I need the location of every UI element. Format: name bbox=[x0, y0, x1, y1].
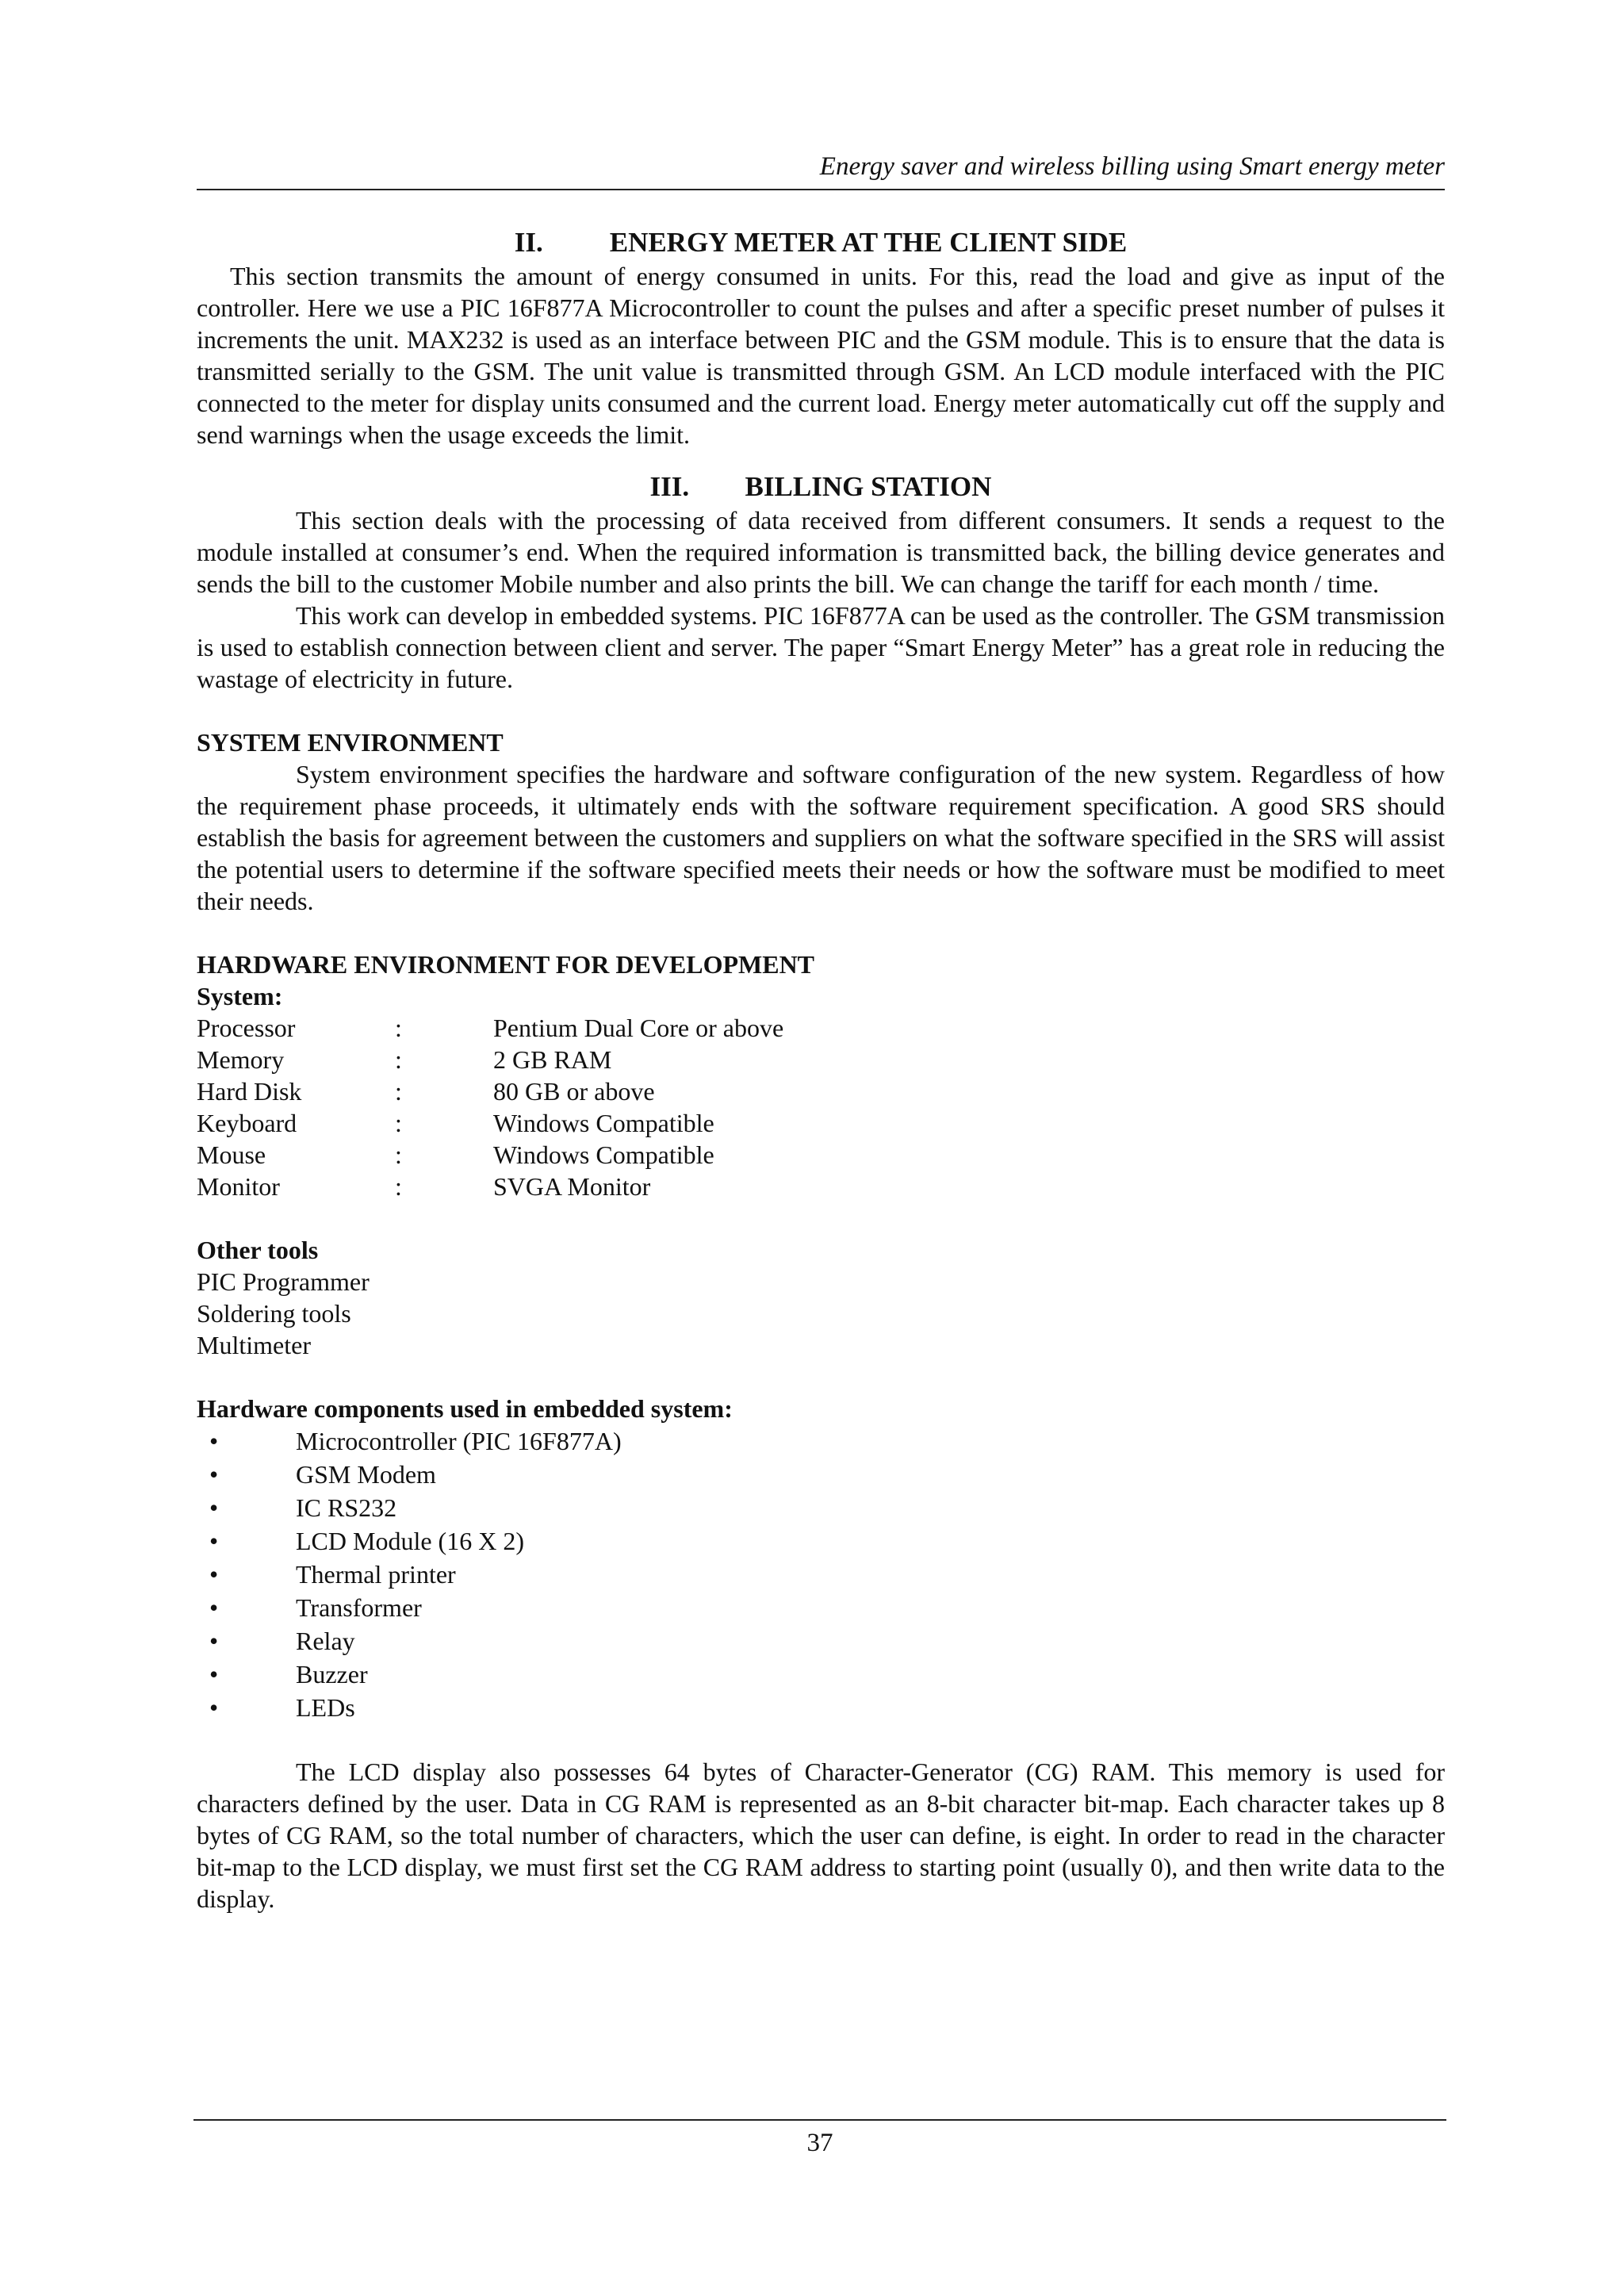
components-list bbox=[197, 1424, 1445, 1724]
page-number: 37 bbox=[806, 2129, 833, 2157]
bullet-icon: • bbox=[209, 1693, 219, 1722]
section-title: ENERGY METER AT THE CLIENT SIDE bbox=[609, 227, 1128, 258]
section-number: III. bbox=[649, 471, 690, 502]
section-title: BILLING STATION bbox=[745, 471, 992, 502]
spec-colon: : bbox=[395, 1109, 402, 1137]
tool-item: Multimeter bbox=[197, 1331, 311, 1359]
list-item-text: Buzzer bbox=[296, 1660, 368, 1688]
spec-label: Processor bbox=[197, 1014, 296, 1042]
bullet-icon: • bbox=[209, 1427, 219, 1455]
list-item bbox=[197, 1691, 1445, 1724]
spec-colon: : bbox=[395, 1140, 402, 1169]
list-item-text: Microcontroller (PIC 16F877A) bbox=[296, 1427, 622, 1455]
bullet-icon: • bbox=[209, 1493, 219, 1522]
hardware-environment-heading: HARDWARE ENVIRONMENT FOR DEVELOPMENT bbox=[197, 950, 815, 979]
list-item-text: GSM Modem bbox=[296, 1460, 436, 1489]
paragraph-system-environment: System environment specifies the hardware and software configuration of the new system. Regardless of how the requirement phase proceeds, it ultimately ends with the software requirement specification. A good SRS should establish the basis for agreement between the customers and suppliers on what the software specified in the SRS will assist the potential users to determine if the software specified meets their needs or how the software must be modified to meet their needs. bbox=[197, 760, 1445, 915]
spec-label: Mouse bbox=[197, 1140, 266, 1169]
list-item bbox=[197, 1524, 1445, 1558]
spec-label: Memory bbox=[197, 1045, 285, 1074]
paragraph-billing-1: This section deals with the processing of data received from different consumers. It sends a request to the module installed at consumer’s end. When the required information is transmitted back, the billing device generates and sends the bill to the customer Mobile number and also prints the bill. We can change the tariff for each month / time. bbox=[197, 506, 1445, 598]
spec-value: Windows Compatible bbox=[493, 1109, 714, 1137]
list-item bbox=[197, 1591, 1445, 1624]
spec-value: Pentium Dual Core or above bbox=[493, 1014, 784, 1042]
spec-row bbox=[197, 1044, 783, 1075]
list-item-text: Thermal printer bbox=[296, 1560, 456, 1589]
spec-label: Keyboard bbox=[197, 1109, 297, 1137]
section-heading-client-side bbox=[197, 225, 1445, 260]
spec-value: SVGA Monitor bbox=[493, 1172, 651, 1201]
paragraph-client-side: This section transmits the amount of energy consumed in units. For this, read the load and give as input of the controller. Here we use a PIC 16F877A Microcontroller to count the pulses and after a specific preset number of pulses it increments the unit. MAX232 is used as an interface between PIC and the GSM module. This is to ensure that the data is transmitted serially to the GSM. The unit value is transmitted through GSM. An LCD module interfaced with the PIC connected to the meter for display units consumed and the current load. Energy meter automatically cut off the supply and send warnings when the usage exceeds the limit. bbox=[197, 262, 1445, 449]
spec-label: Hard Disk bbox=[197, 1077, 302, 1106]
components-heading: Hardware components used in embedded system: bbox=[197, 1394, 733, 1423]
bullet-icon: • bbox=[209, 1560, 219, 1589]
spec-value: 80 GB or above bbox=[493, 1077, 655, 1106]
bullet-icon: • bbox=[209, 1460, 219, 1489]
tool-item: Soldering tools bbox=[197, 1299, 351, 1328]
paragraph-lcd: The LCD display also possesses 64 bytes of Character-Generator (CG) RAM. This memory is used for characters defined by the user. Data in CG RAM is represented as an 8-bit character bit-map. Each character takes up 8 bytes of CG RAM, so the total number of characters, which the user can define, is eight. In order to read in the character bit-map to the LCD display, we must first set the CG RAM address to starting point (usually 0), and then write data to the display. bbox=[197, 1757, 1445, 1913]
spec-row bbox=[197, 1171, 783, 1202]
spec-label: Monitor bbox=[197, 1172, 280, 1201]
list-item-text: Transformer bbox=[296, 1593, 422, 1622]
spec-row bbox=[197, 1139, 783, 1171]
spec-colon: : bbox=[395, 1014, 402, 1042]
list-item bbox=[197, 1424, 1445, 1458]
list-item bbox=[197, 1458, 1445, 1491]
list-item bbox=[197, 1491, 1445, 1524]
system-label: System: bbox=[197, 982, 283, 1010]
spec-colon: : bbox=[395, 1172, 402, 1201]
list-item-text: LEDs bbox=[296, 1693, 355, 1722]
section-heading-billing-station bbox=[197, 470, 1445, 504]
list-item-text: LCD Module (16 X 2) bbox=[296, 1527, 524, 1555]
spec-colon: : bbox=[395, 1077, 402, 1106]
bullet-icon: • bbox=[209, 1660, 219, 1688]
list-item-text: Relay bbox=[296, 1627, 355, 1655]
spec-value: Windows Compatible bbox=[493, 1140, 714, 1169]
tool-item: PIC Programmer bbox=[197, 1267, 370, 1296]
list-item bbox=[197, 1558, 1445, 1591]
spec-value: 2 GB RAM bbox=[493, 1045, 612, 1074]
spec-colon: : bbox=[395, 1045, 402, 1074]
spec-row bbox=[197, 1075, 783, 1107]
hardware-spec-table bbox=[197, 1012, 783, 1202]
paragraph-billing-2: This work can develop in embedded systems. PIC 16F877A can be used as the controller. The GSM transmission is used to establish connection between client and server. The paper “Smart Energy Meter” has a great role in reducing the wastage of electricity in future. bbox=[197, 601, 1445, 693]
spec-row bbox=[197, 1012, 783, 1044]
bullet-icon: • bbox=[209, 1527, 219, 1555]
running-header: Energy saver and wireless billing using Smart energy meter bbox=[197, 151, 1445, 190]
system-environment-heading: SYSTEM ENVIRONMENT bbox=[197, 728, 504, 757]
list-item bbox=[197, 1658, 1445, 1691]
bullet-icon: • bbox=[209, 1627, 219, 1655]
list-item-text: IC RS232 bbox=[296, 1493, 397, 1522]
page-footer bbox=[193, 2119, 1446, 2159]
spec-row bbox=[197, 1107, 783, 1139]
bullet-icon: • bbox=[209, 1593, 219, 1622]
page-content bbox=[197, 151, 1445, 1915]
section-number: II. bbox=[514, 227, 543, 258]
list-item bbox=[197, 1624, 1445, 1658]
other-tools-heading: Other tools bbox=[197, 1236, 319, 1264]
